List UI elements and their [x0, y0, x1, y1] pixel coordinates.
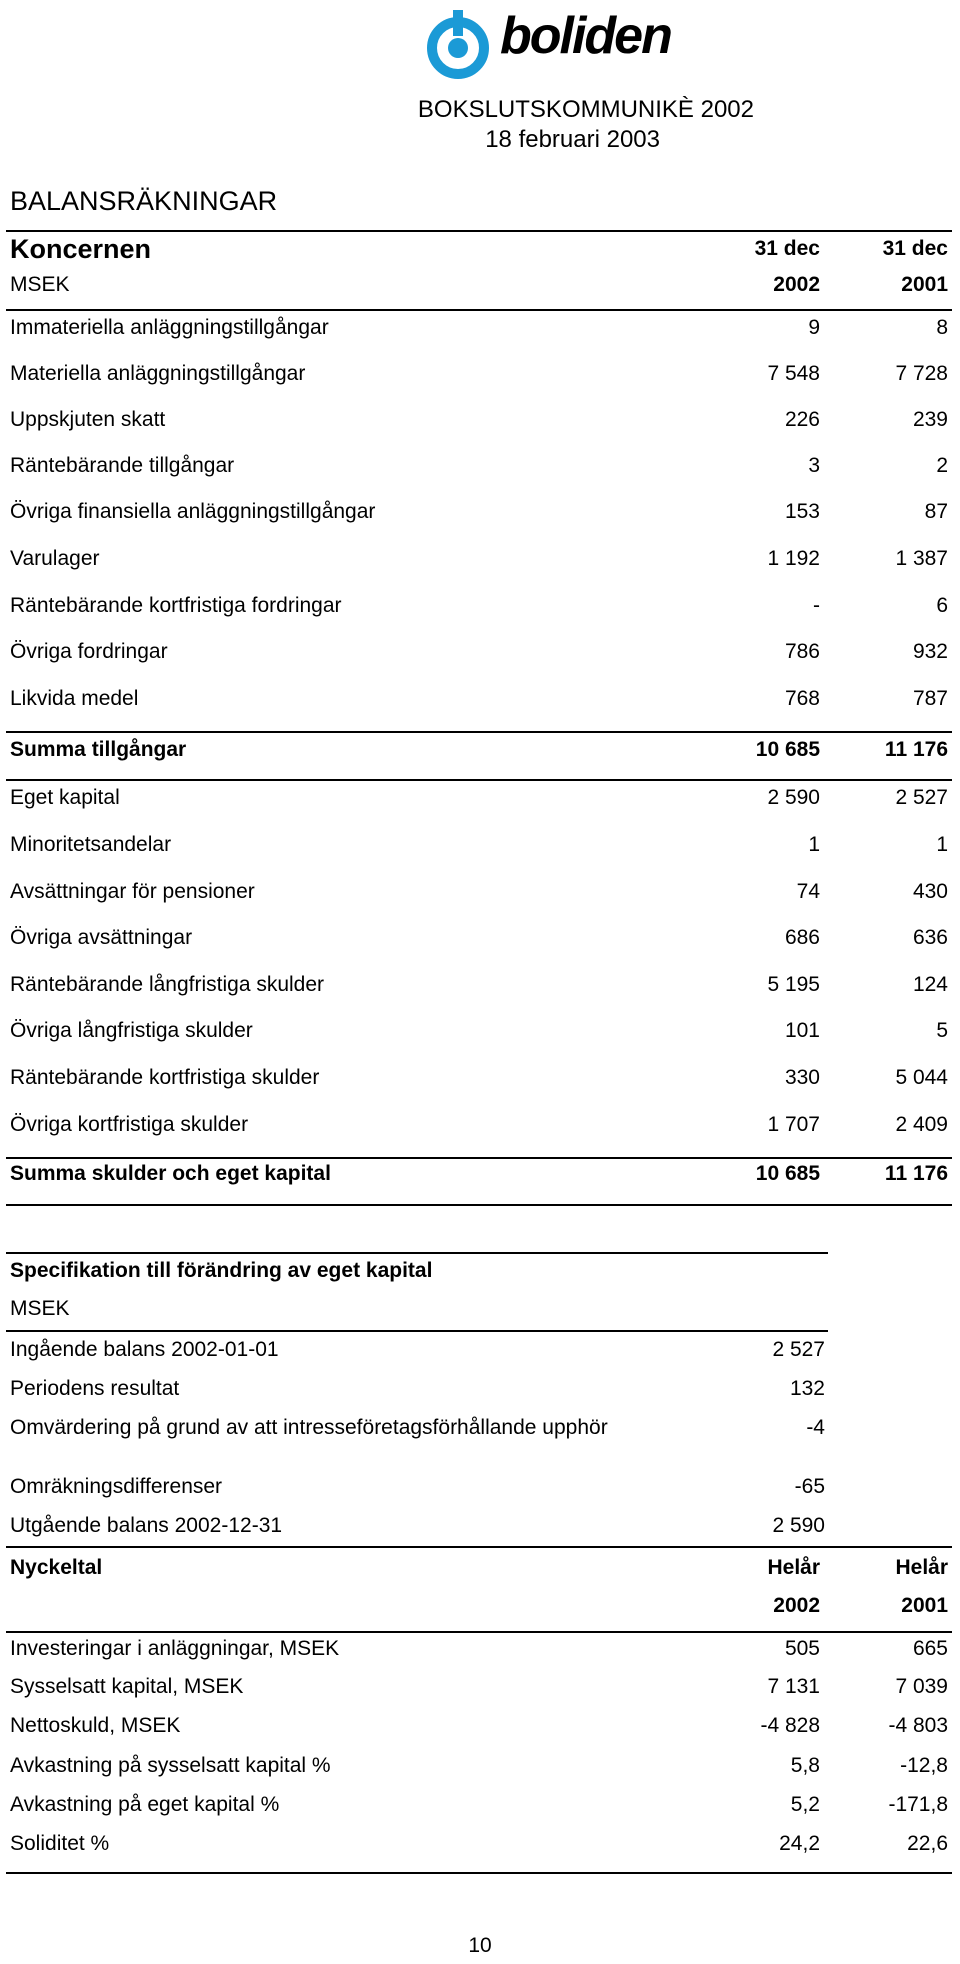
row-value: -4	[806, 1416, 825, 1439]
table-row	[10, 1634, 948, 1664]
unit-label: MSEK	[10, 273, 70, 296]
table-row	[10, 1829, 948, 1859]
value-2002: 330	[784, 1066, 820, 1089]
table-row	[10, 783, 948, 813]
table-row	[10, 359, 948, 389]
row-label: Immateriella anläggningstillgångar	[10, 316, 329, 339]
table-row	[10, 497, 948, 527]
value-2001: 11 176	[884, 1162, 948, 1185]
row-label: Likvida medel	[10, 687, 139, 710]
value-2001: 787	[912, 687, 948, 710]
key-ratios-title: Nyckeltal	[10, 1556, 103, 1579]
table-row	[10, 1751, 948, 1781]
row-value: 132	[789, 1377, 825, 1400]
row-value: -65	[794, 1475, 825, 1498]
col2-header-year: 2001	[901, 273, 948, 296]
row-label: Avsättningar för pensioner	[10, 880, 255, 903]
row-label: Avkastning på sysselsatt kapital %	[10, 1754, 331, 1777]
row-label: Ingående balans 2002-01-01	[10, 1338, 279, 1361]
value-2001: 6	[936, 594, 948, 617]
row-label: Räntebärande kortfristiga skulder	[10, 1066, 320, 1089]
liabilities-top-rule	[6, 779, 952, 781]
row-label: Uppskjuten skatt	[10, 408, 166, 431]
table-row	[10, 830, 948, 860]
table-row	[10, 591, 948, 621]
value-2002: 5,8	[790, 1754, 820, 1777]
value-2001: 1 387	[895, 547, 948, 570]
report-date: 18 februari 2003	[485, 126, 660, 153]
equity-spec-row	[10, 1337, 825, 1363]
row-label: Minoritetsandelar	[10, 833, 172, 856]
equity-spec-row	[10, 1513, 825, 1539]
row-label: Räntebärande kortfristiga fordringar	[10, 594, 342, 617]
table-row	[10, 637, 948, 667]
table-row	[10, 1110, 948, 1140]
value-2001: 2 527	[895, 786, 948, 809]
value-2001: 8	[936, 316, 948, 339]
equity-spec-title: Specifikation till förändring av eget kapital	[10, 1259, 433, 1282]
value-2001: 932	[912, 640, 948, 663]
row-label: Soliditet %	[10, 1832, 110, 1855]
page-number: 10	[468, 1934, 492, 1957]
balance-unit-row	[10, 270, 948, 300]
row-label: Investeringar i anläggningar, MSEK	[10, 1637, 340, 1660]
boliden-logo-icon	[425, 8, 495, 80]
key-ratios-header-row	[10, 1553, 948, 1583]
table-row	[10, 1063, 948, 1093]
row-label: Övriga avsättningar	[10, 926, 193, 949]
row-label: Avkastning på eget kapital %	[10, 1793, 280, 1816]
row-label: Övriga fordringar	[10, 640, 168, 663]
table-row	[10, 1711, 948, 1741]
value-2001: 22,6	[907, 1832, 948, 1855]
value-2002: 2 590	[767, 786, 820, 809]
value-2001: 636	[912, 926, 948, 949]
row-label: Omvärdering på grund av att intresseföretagsförhållande upphör	[10, 1416, 608, 1439]
value-2001: -12,8	[900, 1754, 948, 1777]
value-2002: 7 131	[767, 1675, 820, 1698]
value-2001: 239	[912, 408, 948, 431]
value-2001: 124	[912, 973, 948, 996]
row-label: Räntebärande tillgångar	[10, 454, 235, 477]
value-2001: 7 039	[895, 1675, 948, 1698]
equity-spec-header-rule	[6, 1330, 828, 1332]
row-value: 2 590	[772, 1514, 825, 1537]
col2-header-top: 31 dec	[882, 237, 948, 260]
value-2002: 101	[784, 1019, 820, 1042]
report-title: BOKSLUTSKOMMUNIKÈ 2002	[417, 96, 754, 123]
boliden-logo	[425, 8, 685, 80]
table-row	[10, 877, 948, 907]
table-top-rule	[6, 230, 952, 232]
key-ratios-top-rule	[6, 1546, 952, 1548]
value-2002: 768	[784, 687, 820, 710]
table-row	[10, 1672, 948, 1702]
table-bottom-rule	[6, 1204, 952, 1206]
row-label: Materiella anläggningstillgångar	[10, 362, 306, 385]
page-heading: BALANSRÄKNINGAR	[10, 186, 278, 216]
equity-spec-top-rule	[6, 1252, 828, 1254]
value-2002: 226	[784, 408, 820, 431]
value-2002: -	[813, 594, 820, 617]
value-2002: 1 707	[767, 1113, 820, 1136]
value-2002: 74	[796, 880, 820, 903]
col1-header-year: 2002	[773, 273, 820, 296]
value-2002: -4 828	[760, 1714, 820, 1737]
row-label: Nettoskuld, MSEK	[10, 1714, 181, 1737]
table-header-rule	[6, 309, 952, 311]
row-label: Eget kapital	[10, 786, 120, 809]
equity-spec-row	[10, 1474, 825, 1500]
value-2002: 1	[808, 833, 820, 856]
group-label: Koncernen	[10, 234, 152, 264]
equity-spec-row	[10, 1415, 825, 1441]
value-2002: 5 195	[767, 973, 820, 996]
key-ratios-year-row	[10, 1591, 948, 1621]
table-row	[10, 544, 948, 574]
table-row	[10, 405, 948, 435]
table-row	[10, 970, 948, 1000]
value-2002: 3	[808, 454, 820, 477]
value-2002: 7 548	[767, 362, 820, 385]
row-label: Periodens resultat	[10, 1377, 180, 1400]
value-2001: 665	[912, 1637, 948, 1660]
row-label: Sysselsatt kapital, MSEK	[10, 1675, 244, 1698]
table-row	[10, 1790, 948, 1820]
value-2001: 1	[936, 833, 948, 856]
value-2002: 5,2	[790, 1793, 820, 1816]
col1-header-top: Helår	[767, 1556, 820, 1579]
col1-header-top: 31 dec	[754, 237, 820, 260]
value-2001: -4 803	[888, 1714, 948, 1737]
table-row	[10, 1016, 948, 1046]
balance-header-row	[10, 234, 948, 264]
value-2001: -171,8	[888, 1793, 948, 1816]
row-label: Varulager	[10, 547, 100, 570]
value-2002: 10 685	[755, 738, 820, 761]
total-assets-row	[10, 735, 948, 765]
value-2001: 5	[936, 1019, 948, 1042]
value-2001: 11 176	[884, 738, 948, 761]
value-2002: 786	[784, 640, 820, 663]
total-liabilities-row	[10, 1159, 948, 1189]
equity-spec-row	[10, 1376, 825, 1402]
value-2002: 153	[784, 500, 820, 523]
col2-header-year: 2001	[901, 1594, 948, 1617]
logo-wordmark: boliden	[500, 7, 671, 65]
col1-header-year: 2002	[773, 1594, 820, 1617]
total-assets-rule	[6, 731, 952, 733]
value-2001: 7 728	[895, 362, 948, 385]
value-2001: 430	[912, 880, 948, 903]
table-row	[10, 313, 948, 343]
key-ratios-header-rule	[6, 1631, 952, 1633]
table-row	[10, 923, 948, 953]
value-2002: 10 685	[755, 1162, 820, 1185]
value-2002: 686	[784, 926, 820, 949]
value-2002: 24,2	[779, 1832, 820, 1855]
row-label: Övriga kortfristiga skulder	[10, 1113, 249, 1136]
table-row	[10, 451, 948, 481]
row-value: 2 527	[772, 1338, 825, 1361]
value-2001: 2	[936, 454, 948, 477]
equity-spec-unit: MSEK	[10, 1297, 70, 1320]
value-2002: 505	[784, 1637, 820, 1660]
value-2001: 2 409	[895, 1113, 948, 1136]
value-2001: 87	[924, 500, 948, 523]
row-label: Summa tillgångar	[10, 738, 187, 761]
row-label: Summa skulder och eget kapital	[10, 1162, 331, 1185]
key-ratios-bottom-rule	[6, 1872, 952, 1874]
row-label: Omräkningsdifferenser	[10, 1475, 223, 1498]
row-label: Utgående balans 2002-12-31	[10, 1514, 283, 1537]
value-2002: 9	[808, 316, 820, 339]
value-2001: 5 044	[895, 1066, 948, 1089]
row-label: Övriga finansiella anläggningstillgångar	[10, 500, 376, 523]
row-label: Övriga långfristiga skulder	[10, 1019, 253, 1042]
table-row	[10, 684, 948, 714]
value-2002: 1 192	[767, 547, 820, 570]
row-label: Räntebärande långfristiga skulder	[10, 973, 325, 996]
col2-header-top: Helår	[895, 1556, 948, 1579]
